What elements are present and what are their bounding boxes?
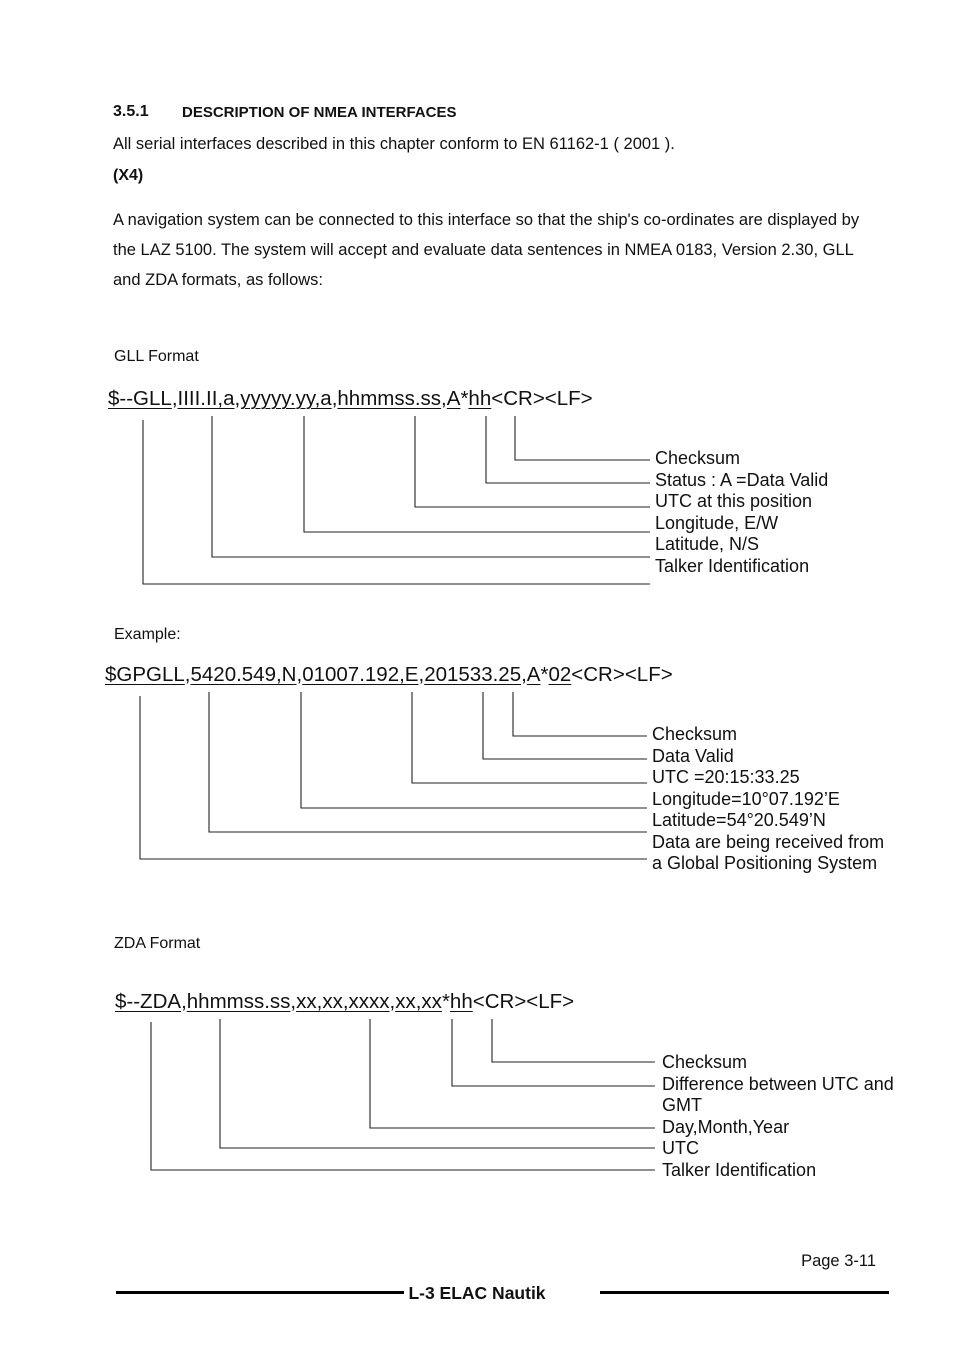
zda-utc: hhmmss.ss: [186, 990, 291, 1013]
section-number: 3.5.1: [113, 103, 149, 120]
example-star: *: [540, 663, 549, 686]
gll-leader-checksum: [515, 416, 650, 460]
gll-status: A: [446, 387, 461, 410]
gll-format-label: GLL Format: [114, 348, 199, 365]
page-number: Page 3-11: [801, 1252, 876, 1270]
example-desc-longitude: Longitude=10°07.192’E: [652, 788, 840, 809]
example-talker: $GPGLL: [105, 663, 185, 686]
gll-desc-status: Status : A =Data Valid: [655, 469, 829, 490]
gll-desc-latitude: Latitude, N/S: [655, 534, 760, 554]
zda-desc-difference-1: Difference between UTC and: [662, 1073, 894, 1094]
example-leader-longitude: [301, 692, 647, 808]
example-label: Example:: [114, 626, 181, 643]
zda-leader-checksum: [492, 1019, 655, 1062]
zda-terminator: <CR><LF>: [472, 990, 575, 1013]
zda-desc-checksum: Checksum: [662, 1052, 748, 1072]
example-desc-checksum: Checksum: [652, 724, 738, 744]
gll-sentence: $--GLL,IIII.II,a,yyyyy.yy,a,hhmmss.ss,A*hh<CR><LF>: [108, 387, 593, 410]
zda-leader-date: [370, 1019, 655, 1128]
gll-utc: hhmmss.ss: [337, 387, 442, 410]
example-leader-checksum: [513, 692, 647, 736]
example-desc-utc: UTC =20:15:33.25: [652, 767, 800, 787]
intro-text: All serial interfaces described in this chapter conform to EN 61162-1 ( 2001 ).: [113, 135, 675, 153]
zda-desc-utc: UTC: [662, 1138, 699, 1158]
footer-company: L-3 ELAC Nautik: [408, 1283, 546, 1303]
gll-longitude: yyyyy.yy,a: [240, 387, 332, 410]
example-sentence: $GPGLL,5420.549,N,01007.192,E,201533.25,A*02<CR><LF>: [105, 663, 673, 686]
example-latitude: 5420.549,N: [190, 663, 297, 686]
example-desc-source-2: a Global Positioning System: [652, 853, 878, 873]
gll-desc-talker: Talker Identification: [655, 555, 810, 576]
gll-latitude: IIII.II,a: [177, 387, 235, 410]
gll-leader-status: [486, 416, 650, 483]
example-checksum: 02: [548, 663, 572, 686]
example-status: A: [526, 663, 541, 686]
gll-talker: $--GLL: [108, 387, 172, 410]
example-terminator: <CR><LF>: [571, 663, 673, 686]
gll-checksum: hh: [468, 387, 492, 410]
gll-terminator: <CR><LF>: [491, 387, 593, 410]
zda-talker: $--ZDA: [115, 990, 182, 1013]
gll-leader-latitude: [212, 416, 650, 557]
gll-leader-utc: [415, 416, 650, 507]
example-desc-valid: Data Valid: [652, 745, 734, 766]
zda-leader-utc: [220, 1019, 655, 1148]
zda-desc-date: Day,Month,Year: [662, 1116, 790, 1137]
zda-star: *: [441, 990, 450, 1013]
example-desc-latitude: Latitude=54°20.549’N: [652, 810, 826, 830]
example-leader-talker: [140, 696, 647, 859]
interface-label: (X4): [113, 167, 144, 184]
zda-format-label: ZDA Format: [114, 935, 201, 952]
example-leader-latitude: [209, 692, 647, 832]
description-paragraph: A navigation system can be connected to this interface so that the ship's co-ordinates are displayed by the LAZ 5100. The system will accept and evaluate data sentences in NMEA 0183, Version 2.30, GLL and ZDA formats, as follows:: [113, 211, 860, 289]
gll-leader-longitude: [304, 416, 650, 532]
section-title: DESCRIPTION OF NMEA INTERFACES: [182, 104, 457, 121]
example-longitude: 01007.192,E: [302, 663, 419, 686]
gll-desc-utc: UTC at this position: [655, 491, 813, 511]
gll-leader-talker: [143, 420, 650, 584]
example-leader-valid: [483, 692, 647, 759]
zda-date: xx,xx,xxxx: [296, 990, 390, 1013]
example-utc: 201533.25: [424, 663, 522, 686]
zda-desc-difference-2: GMT: [662, 1095, 702, 1115]
gll-desc-checksum: Checksum: [655, 448, 741, 468]
example-leader-utc: [412, 692, 647, 783]
zda-desc-talker: Talker Identification: [662, 1159, 817, 1180]
zda-sentence: $--ZDA,hhmmss.ss,xx,xx,xxxx,xx,xx*hh<CR><LF>: [115, 990, 575, 1013]
gll-desc-longitude: Longitude, E/W: [655, 512, 779, 533]
zda-zone: xx,xx: [395, 990, 442, 1013]
gll-star: *: [460, 387, 469, 410]
zda-leader-difference: [452, 1019, 655, 1086]
example-desc-source-1: Data are being received from: [652, 831, 885, 852]
zda-checksum: hh: [449, 990, 473, 1013]
